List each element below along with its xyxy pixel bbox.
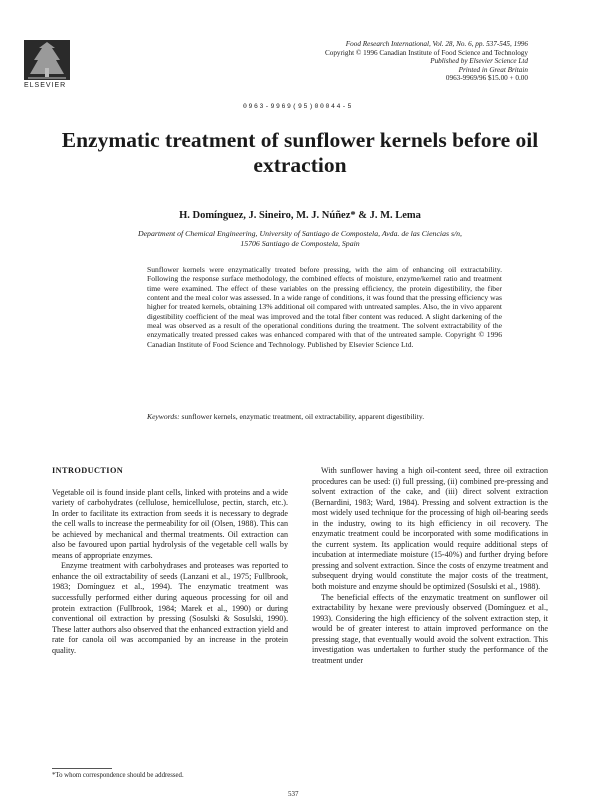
publisher-line: Published by Elsevier Science Ltd [430,57,528,66]
affiliation [40,229,560,249]
body-column-left [52,466,288,656]
section-heading-introduction: INTRODUCTION [52,466,124,475]
publisher-wordmark: ELSEVIER [24,82,67,89]
intro-paragraph-1: Vegetable oil is found inside plant cells, linked with proteins and a wide variety of carbohydrates (cellulose, hemicellulose, pectin, starch, etc.). In order to facilitate its extraction from seeds it is necessary to degrade the cell walls to increase the permeability for oil (Olsen, 1988). This can be achieved by mechanical and thermal treatments. Oil extraction can also be favoured upon partial hydrolysis of the vegetable cell walls by means of appropriate enzymes. [52,487,288,560]
abstract: Sunflower kernels were enzymatically treated before pressing, with the aim of enhancing oil extractability. Following the response surface methodology, the combined effects of moisture, enzyme/kernel ratio and treatment time were examined. The effect of these variables on the pressing efficiency, the protein digestibility, the fiber content and the meal color was assessed. In a wide range of conditions, it was found that the pressing efficiency was higher for treated kernels, obtaining 13% additional oil compared with untreated samples. Also, the in vivo apparent digestibility coefficient of the meal was improved and the total fiber content was reduced. A slight darkening of the meal was observed as a result of the operational conditions during the treatment. The solvent extractability of the enzymatically treated pressed cakes was enhanced compared with that of the untreated sample. Copyright © 1996 Canadian Institute of Food Science and Technology. Published by Elsevier Science Ltd. [147,265,502,349]
issn-price-line: 0963-9969/96 $15.00 + 0.00 [445,74,528,83]
affiliation-line-1: Department of Chemical Engineering, University of Santiago de Compostela, Avda. de las Ciencias s/n, [137,229,463,238]
keywords-text: sunflower kernels, enzymatic treatment, oil extractability, apparent digestibility. [181,412,425,421]
intro-paragraph-3: With sunflower having a high oil-content seed, three oil extraction procedures can be used: (i) full pressing, (ii) combined pre-pressing and solvent extraction of the cake, and (iii) direct solvent extraction (Bernardini, 1983; Ward, 1984). Pressing and solvent extraction is the most widely used technique for the processing of high oil-bearing seeds in the industry, owing to its high efficiency in oil recovery. The enzymatic treatment could be incorporated with some modifications in the current system. Its application would require additional steps of incubation at intermediate moisture (15-40%) and further drying before pressing and solvent extraction. Since the costs of enzyme treatment and subsequent drying would constitute the major costs of the treatment, both moisture and enzyme should be optimized (Sosulski et al., 1988). [312,466,548,592]
body-column-right [312,466,548,666]
journal-info [228,40,528,83]
intro-paragraph-2: Enzyme treatment with carbohydrases and proteases was reported to enhance the oil extractability of seeds (Lanzani et al., 1975; Fullbrook, 1983; Domínguez et al., 1994). The enzymatic treatment was successfully performed either during aqueous processing for oil and protein extraction (Fullbrook, 1984; Marek et al., 1990) or during conventional oil extraction by pressing (Sosulski & Sosulski, 1990). These latter authors also observed that the enhanced extraction yield and rate for canola oil was accompanied by an increase in the protein quality. [52,561,288,655]
intro-paragraph-4: The beneficial effects of the enzymatic treatment on sunflower oil extractability by hexane were previously observed (Domínguez et al., 1993). Considering the high efficiency of the solvent extraction step, it would be of greater interest to attain improved performance on the pressing stage, that eventually would avoid the solvent extraction. This investigation was undertaken to further study the performance of the treatment under [312,592,548,665]
page-number: 537 [288,790,299,798]
keywords-label: Keywords: [147,412,180,421]
affiliation-line-2: 15706 Santiago de Compostela, Spain [240,239,360,248]
elsevier-logo [24,40,70,80]
article-title: Enzymatic treatment of sunflower kernels before oil extraction [61,128,539,177]
copyright-line: Copyright © 1996 Canadian Institute of Food Science and Technology [324,48,528,57]
author-list: H. Domínguez, J. Sineiro, M. J. Núñez* & J. M. Lema [179,210,421,221]
footnote [52,768,184,779]
journal-citation: Food Research International, Vol. 28, No. 6, pp. 537-545, 1996 [345,40,528,48]
keywords [147,412,502,421]
article-identifier: 0963-9969(95)00044-5 [243,103,354,110]
printed-line: Printed in Great Britain [458,65,528,74]
footnote-text: *To whom correspondence should be addressed. [52,772,184,779]
